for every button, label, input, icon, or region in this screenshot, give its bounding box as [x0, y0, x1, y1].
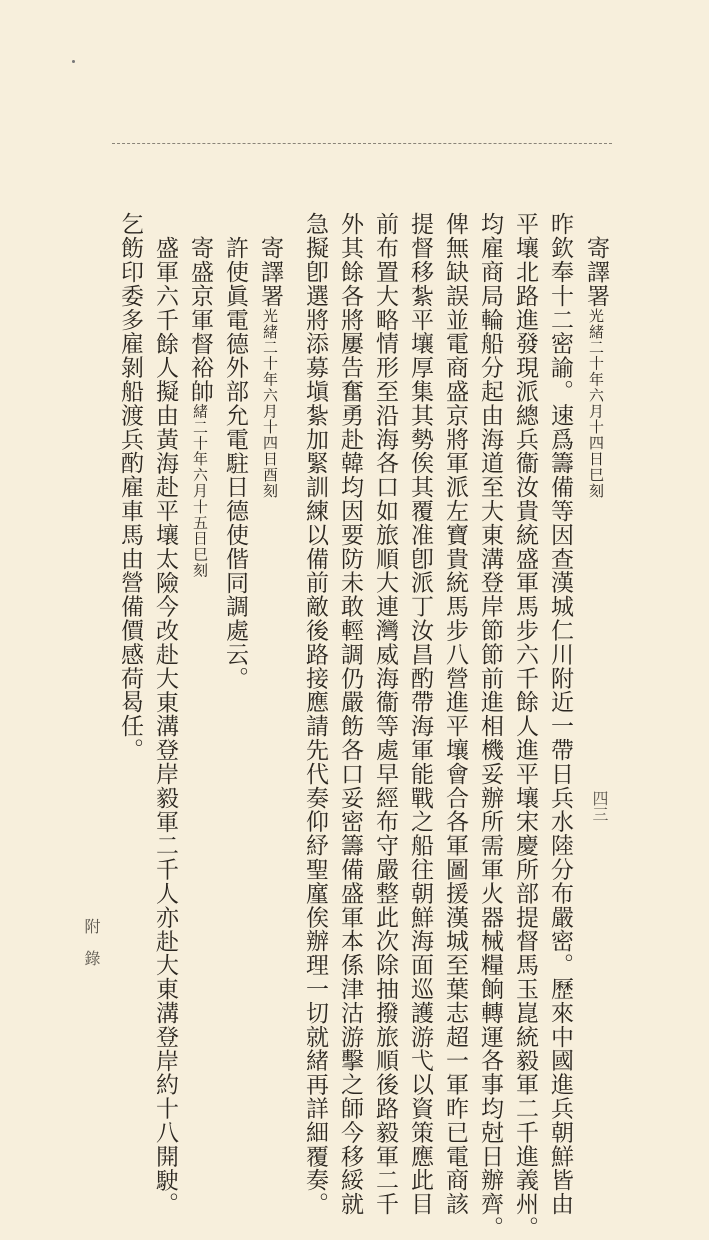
- text-column: [373, 212, 396, 1216]
- text-column: [408, 212, 431, 1216]
- section-label: 附 錄: [82, 918, 101, 966]
- column-text: 俾無缺誤並電商盛京將軍派左寶貴統馬步八營進平壤會合各軍圖援漢城至葉志超一軍昨已電商該: [442, 212, 468, 1216]
- column-text: 寄譯署: [583, 236, 609, 308]
- column-text: 前布置大略情形至沿海各口如旅順大連灣威海衞等處早經布守嚴整此次除抽撥旅順後路毅軍二千: [372, 212, 398, 1216]
- column-text: 提督移紮平壤厚集其勢俟其覆准卽派丁汝昌酌帶海軍能戰之船往朝鮮海面巡護游弋以資策應此目: [407, 212, 433, 1216]
- header-rule: [112, 143, 612, 144]
- text-column: [223, 236, 246, 690]
- text-column: [303, 212, 326, 1216]
- column-text: 寄譯署: [257, 236, 283, 308]
- text-column: [258, 236, 281, 499]
- text-column: [443, 212, 466, 1216]
- column-text: 均雇商局輪船分起由海道至大東溝登岸節節前進相機妥辦所需軍火器械糧餉轉運各事均尅日辦齊。: [477, 212, 503, 1240]
- column-text: 盛軍六千餘人擬由黃海赴平壤太險今改赴大東溝登岸毅軍二千人亦赴大東溝登岸約十八開駛。: [152, 236, 178, 1216]
- date-note: 光緒二十年六月十四日酉刻: [261, 307, 279, 499]
- column-text: 平壤北路進發現派總兵衞汝貴統盛軍馬步六千餘人進平壤宋慶所部提督馬玉崑統毅軍二千進義州。: [512, 212, 538, 1240]
- text-column: [584, 236, 607, 499]
- text-column: [188, 236, 211, 578]
- page-number: 四三: [590, 790, 609, 822]
- text-column: [118, 212, 141, 762]
- speck-mark: [72, 60, 75, 63]
- column-text: 急擬卽選將添募塡紮加緊訓練以備前敵後路接應請先代奏仰紓聖廑俟辦理一切就緒再詳細覆奏。: [302, 212, 328, 1216]
- text-column: [338, 212, 361, 1216]
- column-text: 寄盛京軍督裕帥: [187, 236, 213, 404]
- column-text: 許使眞電德外部允電駐日德使偕同調處云。: [222, 236, 248, 691]
- text-column: [478, 212, 501, 1240]
- text-column: [513, 212, 536, 1240]
- column-text: 乞飭印委多雇剝船渡兵酌雇車馬由營備價感荷曷任。: [117, 212, 143, 762]
- text-column: [153, 236, 176, 1216]
- column-text: 昨欽奉十二密諭。速爲籌備等因查漢城仁川附近一帶日兵水陸分布嚴密。歷來中國進兵朝鮮皆由: [547, 212, 573, 1216]
- date-note: 光緒二十年六月十四日巳刻: [587, 307, 605, 499]
- text-column: [548, 212, 571, 1216]
- column-text: 外其餘各將屢告奮勇赴韓均因要防未敢輕調仍嚴飭各口妥密籌備盛軍本係津沽游擊之師今移綏就: [337, 212, 363, 1216]
- date-note: 緒二十年六月十五日巳刻: [191, 403, 209, 579]
